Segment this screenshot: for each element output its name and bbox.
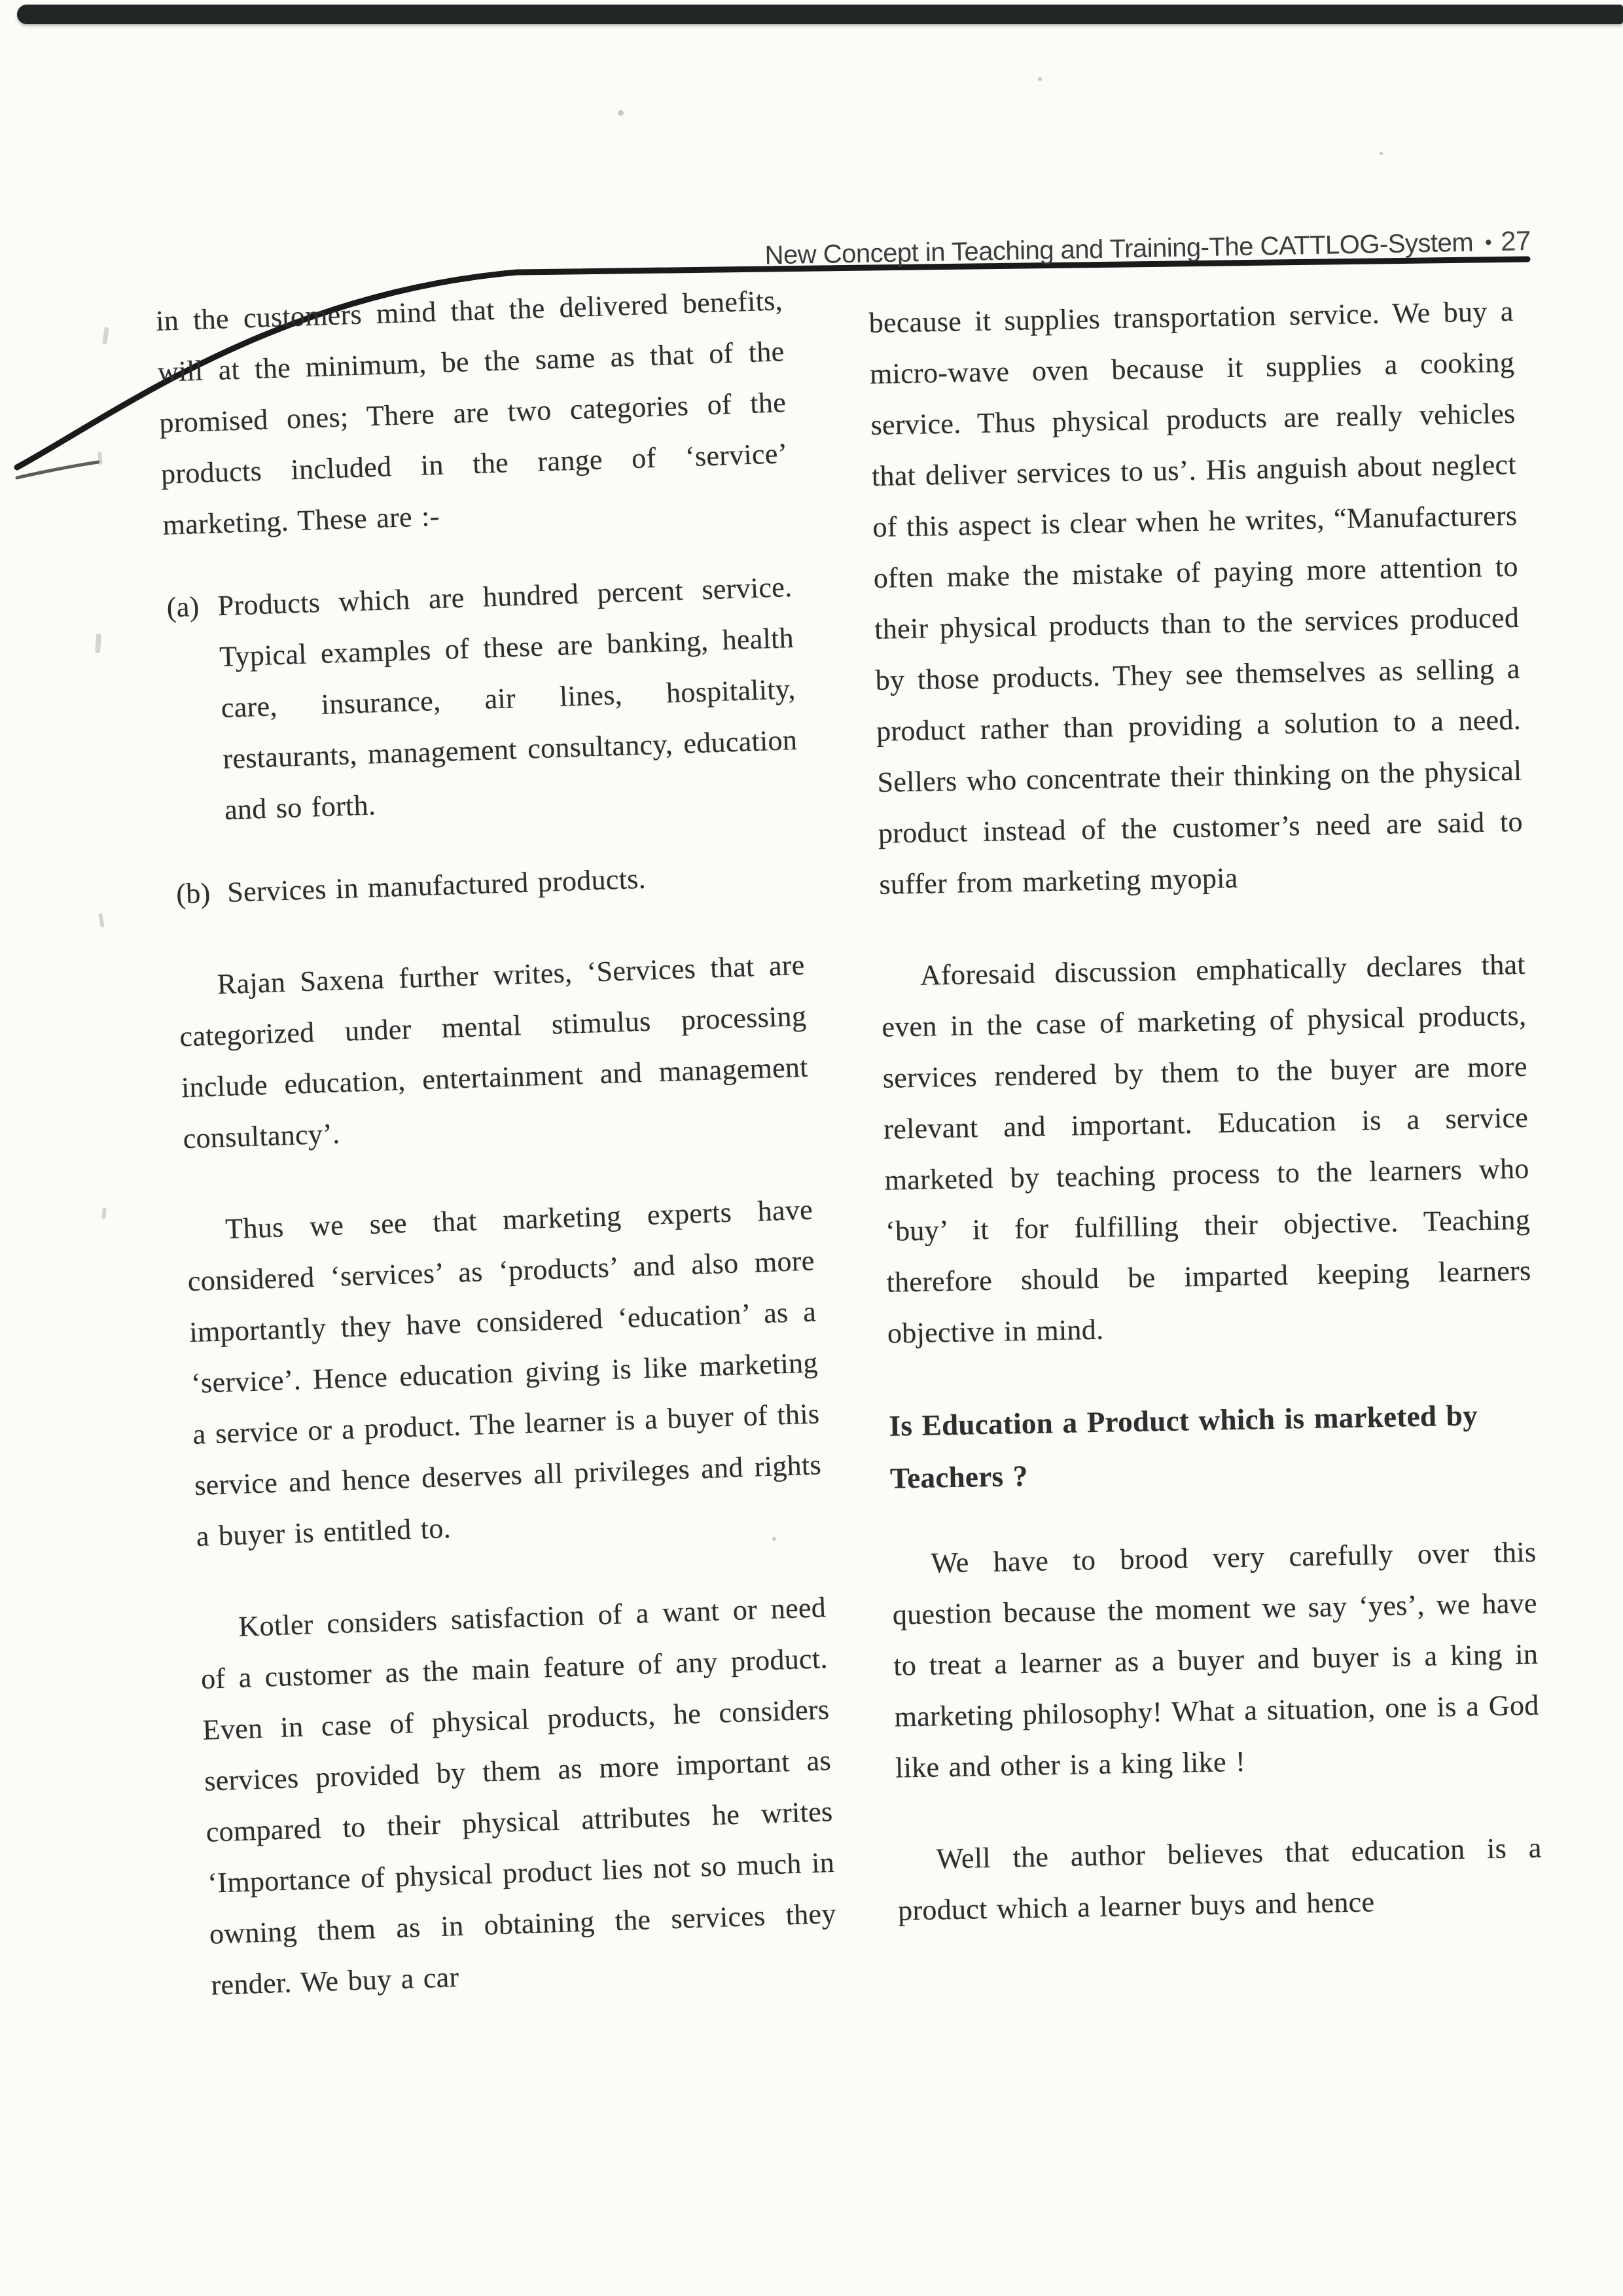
paragraph-kotler: Kotler considers satisfaction of a want or need of a customer as the main feature of any product. Even in case of physical products, he considers services provided by them as more important as compared to their physical attributes he writes ‘Importance of physical product lies not so much in owning them as in obtaining the services they render. We buy a car [200,1591,837,2001]
scan-speck [1038,77,1042,81]
scan-speck [618,110,624,116]
page-header [764,225,1531,270]
list-item-b-text: Services in manufactured products. [226,862,647,908]
left-column [155,275,838,2011]
paragraph-rajan-saxena: Rajan Saxena further writes, ‘Services that are categorized under mental stimulus processing include education, entertainment and management consultancy’. [179,948,809,1155]
paragraph-thus-we-see: Thus we see that marketing experts have considered ‘services’ as ‘products’ and also more importantly they have considered ‘education’ as a ‘service’. Hence education giving is like marketing a service or a product. The learner is a buyer of this service and hence deserves all privileges and rights a buyer is entitled to. [187,1193,822,1552]
right-column [868,286,1543,1937]
scan-smudge [98,913,105,928]
list-item-b [174,848,802,920]
paragraph-intro: in the customers mind that the delivered benefits, will at the minimum, be the same as that of the promised ones; There are two categories of the products included in the range of ‘service’ marketing. These are :- [155,284,789,541]
scan-smudge [101,1208,107,1220]
scan-smudge [98,452,103,465]
paragraph-supplies-service: because it supplies transportation service. We buy a micro-wave oven because it supplies a cooking service. Thus physical products are really vehicles that deliver services to us’. His anguish about neglect of this aspect is clear when he writes, “Manufacturers often make the mistake of paying more attention to their physical products than to the services produced by those products. They see themselves as selling a product rather than providing a solution to a need. Sellers who concentrate their thinking on the physical product instead of the customer’s need are said to suffer from marketing myopia [868,295,1524,901]
scan-speck [1380,152,1383,155]
list-item-a-text: Products which are hundred percent service. Typical examples of these are banking, health care, insurance, air lines, hospitality, restaurants, management consultancy, education and so forth. [217,570,798,826]
scan-speck [772,1537,776,1541]
scan-smudge [95,634,101,653]
section-heading: Is Education a Product which is marketed by Teachers ? [889,1399,1478,1495]
running-title: New Concept in Teaching and Training-The CATTLOG-System [764,228,1474,270]
list-item-a [165,562,800,838]
paragraph-author-believes: Well the author believes that education is a product which a learner buys and hence [897,1831,1543,1927]
paragraph-aforesaid: Aforesaid discussion emphatically declares that even in the case of marketing of physical products, services rendered by them to the buyer are more relevant and important. Education is a service marketed by teaching process to the learners who ‘buy’ it for fulfilling their objective. Teaching therefore should be imparted keeping learners objective in mind. [881,948,1531,1350]
scan-streak-bar [17,5,1623,24]
header-bullet: • [1484,232,1492,254]
list-item-b-label: (b) [175,876,211,910]
page-number: 27 [1500,225,1531,257]
scan-smudge [102,327,109,345]
paragraph-brood: We have to brood very carefully over this question because the moment we say ‘yes’, we have to treat a learner as a buyer and buyer is a king in marketing philosophy! What a situation, one is a God like and other is a king like ! [892,1535,1540,1784]
list-item-a-label: (a) [166,590,200,624]
